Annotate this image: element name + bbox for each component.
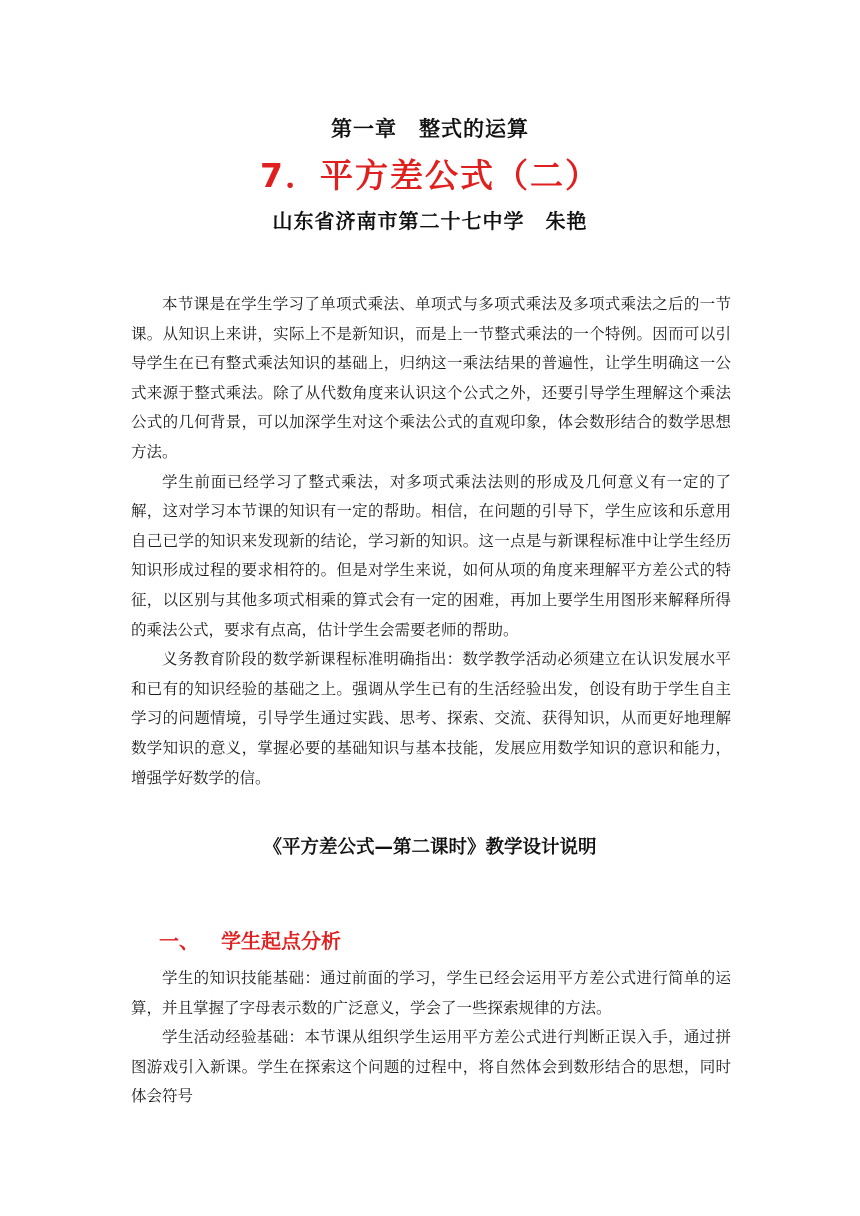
section-title: 《平方差公式—第二课时》教学设计说明 — [263, 837, 597, 858]
section-paragraph-2: 学生活动经验基础：本节课从组织学生运用平方差公式进行判断正误入手，通过拼图游戏引入新课。学生在探索这个问题的过程中，将自然体会到数形结合的思想，同时体会符号 — [131, 1028, 731, 1106]
lesson-title: 7．平方差公式（二） — [260, 156, 600, 195]
intro-text — [131, 290, 731, 793]
section-paragraph-1: 学生的知识技能基础：通过前面的学习，学生已经会运用平方差公式进行简单的运算，并且掌握了字母表示数的广泛意义，学会了一些探索规律的方法。 — [131, 969, 731, 1017]
intro-paragraph-2: 学生前面已经学习了整式乘法，对多项式乘法法则的形成及几何意义有一定的了解，这对学习本节课的知识有一定的帮助。相信，在问题的引导下，学生应该和乐意用自己已学的知识来发现新的结论，学习新的知识。这一点是与新课程标准中让学生经历知识形成过程的要求相符的。但是对学生来说，如何从项的角度来理解平方差公式的特征，以区别与其他多项式相乘的算式会有一定的困难，再加上要学生用图形来解释所得的乘法公式，要求有点高，估计学生会需要老师的帮助。 — [131, 472, 731, 639]
author-line: 山东省济南市第二十七中学 朱艳 — [272, 209, 588, 233]
heading-number: 一、 — [159, 929, 199, 953]
heading-text: 学生起点分析 — [221, 929, 341, 953]
section-text — [131, 964, 731, 1112]
chapter-heading: 第一章 整式的运算 — [331, 117, 529, 141]
intro-paragraph-3: 义务教育阶段的数学新课程标准明确指出：数学教学活动必须建立在认识发展水平和已有的知识经验的基础之上。强调从学生已有的生活经验出发，创设有助于学生自主学习的问题情境，引导学生通过实践、思考、探索、交流、获得知识，从而更好地理解数学知识的意义，掌握必要的基础知识与基本技能，发展应用数学知识的意识和能力，增强学好数学的信。 — [131, 650, 731, 787]
section-heading-1 — [159, 925, 341, 954]
intro-paragraph-1: 本节课是在学生学习了单项式乘法、单项式与多项式乘法及多项式乘法之后的一节课。从知识上来讲，实际上不是新知识，而是上一节整式乘法的一个特例。因而可以引导学生在已有整式乘法知识的基础上，归纳这一乘法结果的普遍性，让学生明确这一公式来源于整式乘法。除了从代数角度来认识这个公式之外，还要引导学生理解这个乘法公式的几何背景，可以加深学生对这个乘法公式的直观印象，体会数形结合的数学思想方法。 — [131, 295, 731, 461]
